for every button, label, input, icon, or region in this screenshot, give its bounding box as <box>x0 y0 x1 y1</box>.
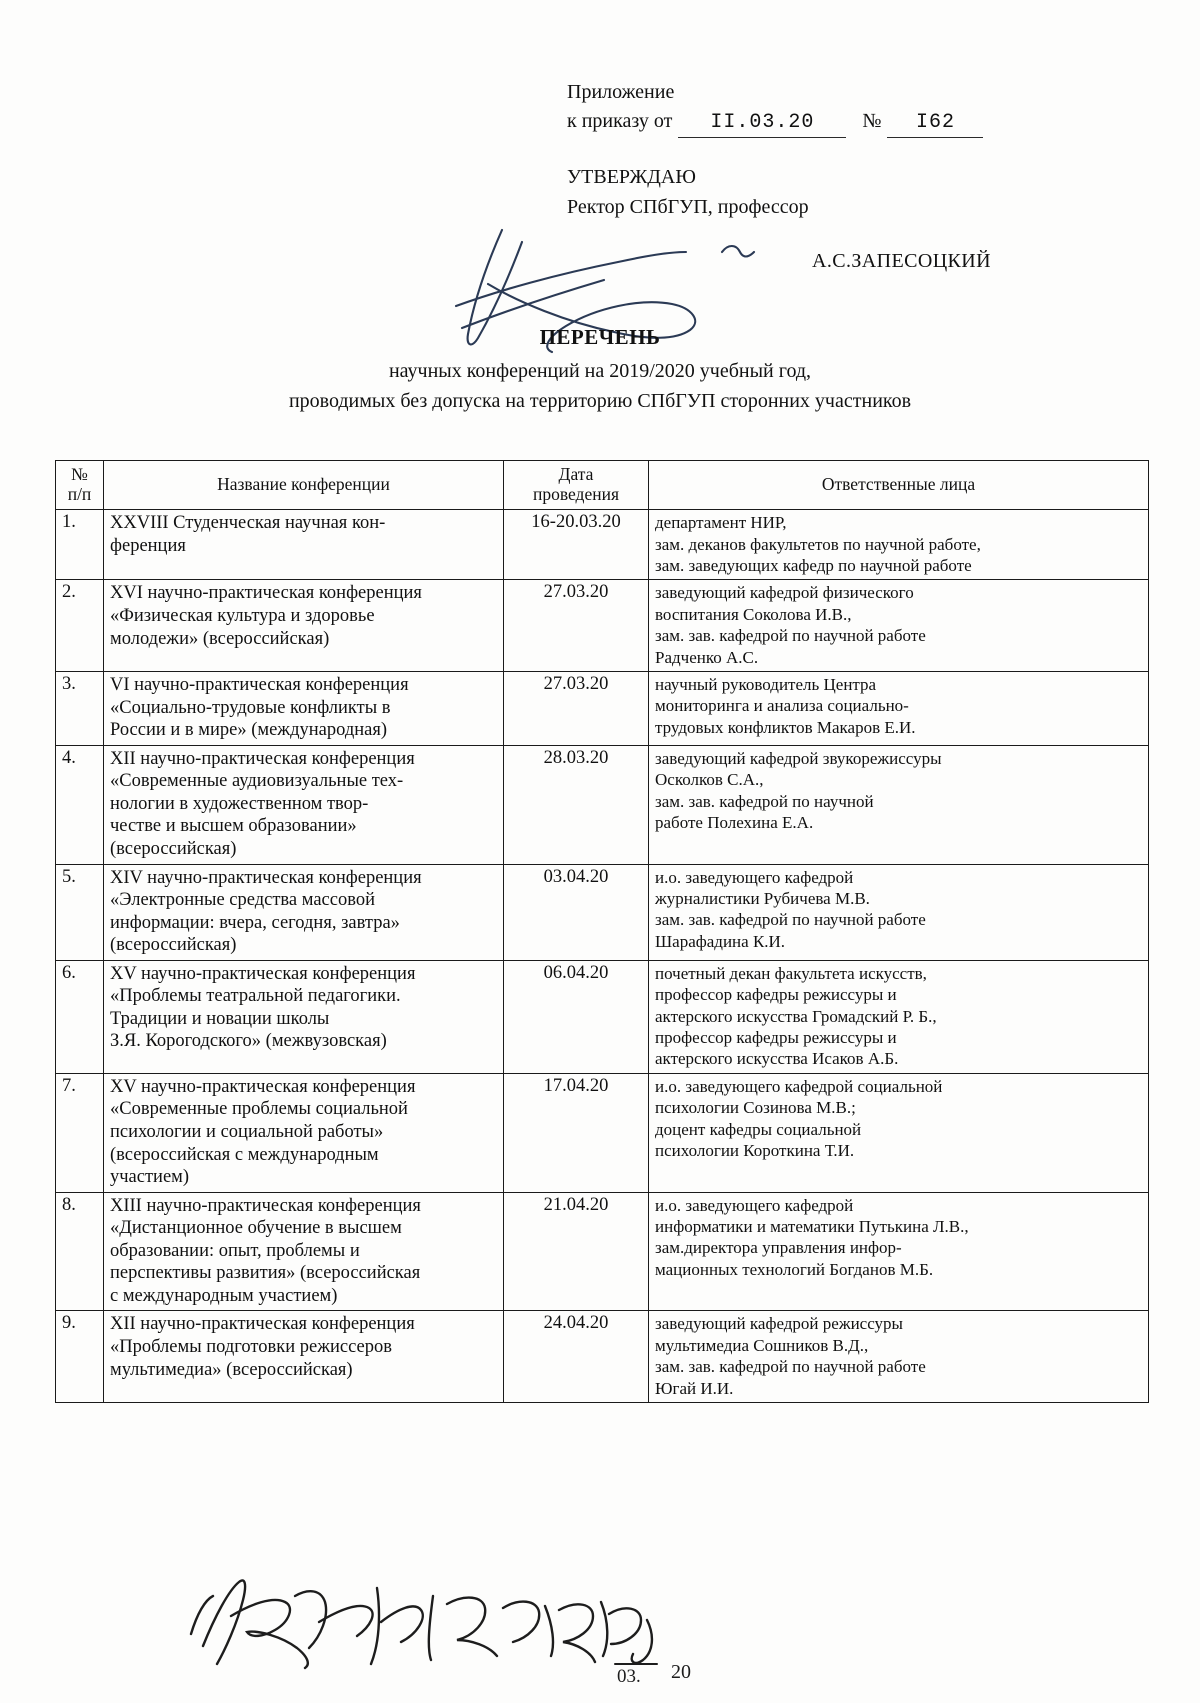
text-line: (всероссийская) <box>110 838 237 859</box>
column-header-number <box>56 461 104 510</box>
row-number-cell: 4. <box>56 745 104 864</box>
conference-name-cell <box>104 510 504 580</box>
table-row <box>56 745 1149 864</box>
text-line: «Проблемы подготовки режиссеров <box>110 1337 393 1357</box>
text-line: «Современные проблемы социальной <box>110 1099 408 1120</box>
responsible-persons-cell <box>649 1192 1149 1311</box>
order-number-value: I62 <box>887 108 983 138</box>
text-line: Радченко А.С. <box>655 647 759 667</box>
text-line: информации: вчера, сегодня, завтра» <box>110 912 400 933</box>
column-header-date-line2: проведения <box>532 483 619 504</box>
table-body <box>56 510 1149 1403</box>
responsible-persons-cell <box>649 745 1149 864</box>
text-line: научный руководитель Центра <box>655 675 877 695</box>
text-line: «Дистанционное обучение в высшем <box>110 1218 402 1239</box>
conference-table <box>55 460 1149 1403</box>
text-line: и.о. заведующего кафедрой социальной <box>655 1076 943 1096</box>
table-row <box>56 960 1149 1073</box>
conference-name-cell <box>104 745 504 864</box>
conference-name-cell <box>104 580 504 672</box>
text-line: информатики и математики Путькина Л.В., <box>655 1217 969 1237</box>
text-line: Шарафадина К.И. <box>655 931 786 951</box>
text-line: воспитания Соколова И.В., <box>655 604 852 624</box>
text-line: Югай И.И. <box>655 1378 734 1398</box>
text-line: заведующий кафедрой физического <box>655 583 914 603</box>
text-line: (всероссийская с международным <box>110 1144 379 1165</box>
text-line: (всероссийская) <box>110 935 237 956</box>
table-header-row <box>56 461 1149 510</box>
conference-date-cell: 03.04.20 <box>504 864 649 960</box>
text-line: мультимедиа Сошников В.Д., <box>655 1335 869 1355</box>
text-line: зам. зав. кафедрой по научной работе <box>655 910 926 930</box>
column-header-responsible <box>649 461 1149 510</box>
table-header <box>56 461 1149 510</box>
text-line: и.о. заведующего кафедрой <box>655 867 854 887</box>
table-row <box>56 1311 1149 1403</box>
text-line: зам. зав. кафедрой по научной <box>655 791 874 811</box>
text-line: работе Полехина Е.А. <box>655 812 814 832</box>
conference-date-cell: 06.04.20 <box>504 960 649 1073</box>
text-line: заведующий кафедрой звукорежиссуры <box>655 748 942 768</box>
text-line: Осколков С.А., <box>655 770 764 790</box>
text-line: «Современные аудиовизуальные тех- <box>110 771 404 792</box>
text-line: и.о. заведующего кафедрой <box>655 1195 854 1215</box>
row-number-cell: 3. <box>56 672 104 746</box>
table-row <box>56 580 1149 672</box>
conference-date-cell: 27.03.20 <box>504 580 649 672</box>
text-line: участием) <box>110 1167 190 1188</box>
text-line: VI научно-практическая конференция <box>110 675 409 696</box>
text-line: молодежи» (всероссийская) <box>110 628 330 649</box>
signature-date-mark: 03. <box>617 1666 641 1687</box>
column-header-number-line2: п/п <box>67 483 92 504</box>
text-line: мультимедиа» (всероссийская) <box>110 1359 353 1380</box>
text-line: XV научно-практическая конференция <box>110 1076 416 1097</box>
text-line: зам. зав. кафедрой по научной работе <box>655 626 926 646</box>
text-line: психологии Созинова М.В.; <box>655 1098 856 1118</box>
text-line: зам.директора управления инфор- <box>655 1238 902 1258</box>
responsible-persons-cell <box>649 510 1149 580</box>
text-line: XV научно-практическая конференция <box>110 963 416 984</box>
approve-word: УТВЕРЖДАЮ <box>567 166 696 188</box>
row-number-cell: 5. <box>56 864 104 960</box>
table-row <box>56 510 1149 580</box>
text-line: департамент НИР, <box>655 513 787 533</box>
text-line: профессор кафедры режиссуры и <box>655 985 897 1005</box>
text-line: трудовых конфликтов Макаров Е.И. <box>655 717 916 737</box>
text-line: психологии Короткина Т.И. <box>655 1141 855 1161</box>
number-sign-label: № <box>862 110 882 132</box>
text-line: ференция <box>110 535 186 556</box>
row-number-cell: 1. <box>56 510 104 580</box>
text-line: заведующий кафедрой режиссуры <box>655 1314 903 1334</box>
text-line: зам. деканов факультетов по научной работе, <box>655 534 981 554</box>
row-number-cell: 9. <box>56 1311 104 1403</box>
text-line: образовании: опыт, проблемы и <box>110 1240 360 1261</box>
conference-name-cell <box>104 1073 504 1192</box>
table-row <box>56 1073 1149 1192</box>
page-subtitle-line1: научных конференций на 2019/2020 учебный год, <box>388 360 812 382</box>
conference-name-cell <box>104 864 504 960</box>
text-line: журналистики Рубичева М.В. <box>655 888 870 908</box>
text-line: Традиции и новации школы <box>110 1008 330 1029</box>
text-line: «Социально-трудовые конфликты в <box>110 697 391 718</box>
text-line: мониторинга и анализа социально- <box>655 696 909 716</box>
text-line: честве и высшем образовании» <box>110 816 357 837</box>
row-number-cell: 6. <box>56 960 104 1073</box>
responsible-persons-cell <box>649 864 1149 960</box>
column-header-responsible-line1: Ответственные лица <box>821 473 976 494</box>
text-line: с международным участием) <box>110 1285 338 1306</box>
signature-year-mark: 20 <box>671 1661 691 1683</box>
table-row <box>56 1192 1149 1311</box>
column-header-number-line1: № <box>71 464 88 484</box>
appendix-header <box>567 78 983 138</box>
text-line: XXVIII Студенческая научная кон- <box>110 513 386 534</box>
text-line: «Электронные средства массовой <box>110 890 375 911</box>
column-header-name <box>104 461 504 510</box>
approval-block <box>567 162 809 222</box>
conference-table-wrapper <box>55 460 1148 1403</box>
text-line: «Проблемы театральной педагогики. <box>110 986 401 1007</box>
text-line: актерского искусства Исаков А.Б. <box>655 1049 899 1069</box>
order-reference-line <box>567 107 983 138</box>
conference-date-cell: 17.04.20 <box>504 1073 649 1192</box>
text-line: России и в мире» (международная) <box>110 720 388 741</box>
table-row <box>56 672 1149 746</box>
column-header-date <box>504 461 649 510</box>
text-line: перспективы развития» (всероссийская <box>110 1263 421 1284</box>
column-header-name-line1: Название конференции <box>217 473 390 494</box>
text-line: психологии и социальной работы» <box>110 1121 384 1142</box>
text-line: нологии в художественном твор- <box>110 793 369 814</box>
order-prefix-label: к приказу от <box>567 110 673 132</box>
conference-name-cell <box>104 672 504 746</box>
page-title: ПЕРЕЧЕНЬ <box>539 325 661 349</box>
text-line: актерского искусства Громадский Р. Б., <box>655 1006 937 1026</box>
row-number-cell: 2. <box>56 580 104 672</box>
conference-name-cell <box>104 1192 504 1311</box>
text-line: З.Я. Корогодского» (межвузовская) <box>110 1031 387 1052</box>
text-line: мационных технологий Богданов М.Б. <box>655 1259 934 1279</box>
text-line: почетный декан факультета искусств, <box>655 963 927 983</box>
text-line: XII научно-практическая конференция <box>110 1314 415 1335</box>
text-line: зам. заведующих кафедр по научной работе <box>655 556 972 575</box>
signature-bottom-icon <box>185 1560 705 1695</box>
rector-name: А.С.ЗАПЕСОЦКИЙ <box>812 250 991 272</box>
page-subtitle-line2: проводимых без допуска на территорию СПбГУП сторонних участников <box>288 390 912 412</box>
row-number-cell: 8. <box>56 1192 104 1311</box>
row-number-cell: 7. <box>56 1073 104 1192</box>
responsible-persons-cell <box>649 1073 1149 1192</box>
conference-name-cell <box>104 960 504 1073</box>
text-line: зам. зав. кафедрой по научной работе <box>655 1357 926 1377</box>
appendix-label: Приложение <box>567 81 675 103</box>
text-line: XIII научно-практическая конференция <box>110 1195 421 1216</box>
conference-date-cell: 28.03.20 <box>504 745 649 864</box>
text-line: профессор кафедры режиссуры и <box>655 1028 897 1047</box>
conference-date-cell: 21.04.20 <box>504 1192 649 1311</box>
text-line: XVI научно-практическая конференция <box>110 583 422 604</box>
responsible-persons-cell <box>649 672 1149 746</box>
text-line: XII научно-практическая конференция <box>110 748 415 769</box>
responsible-persons-cell <box>649 960 1149 1073</box>
text-line: XIV научно-практическая конференция <box>110 867 422 888</box>
conference-date-cell: 24.04.20 <box>504 1311 649 1403</box>
conference-date-cell: 16-20.03.20 <box>504 510 649 580</box>
column-header-date-line1: Дата <box>558 464 594 484</box>
conference-name-cell <box>104 1311 504 1403</box>
responsible-persons-cell <box>649 580 1149 672</box>
rector-title-line: Ректор СПбГУП, профессор <box>567 196 809 218</box>
text-line: доцент кафедры социальной <box>655 1119 862 1139</box>
table-row <box>56 864 1149 960</box>
text-line: «Физическая культура и здоровье <box>110 605 375 626</box>
responsible-persons-cell <box>649 1311 1149 1403</box>
conference-date-cell: 27.03.20 <box>504 672 649 746</box>
order-date-value: II.03.20 <box>678 108 846 138</box>
